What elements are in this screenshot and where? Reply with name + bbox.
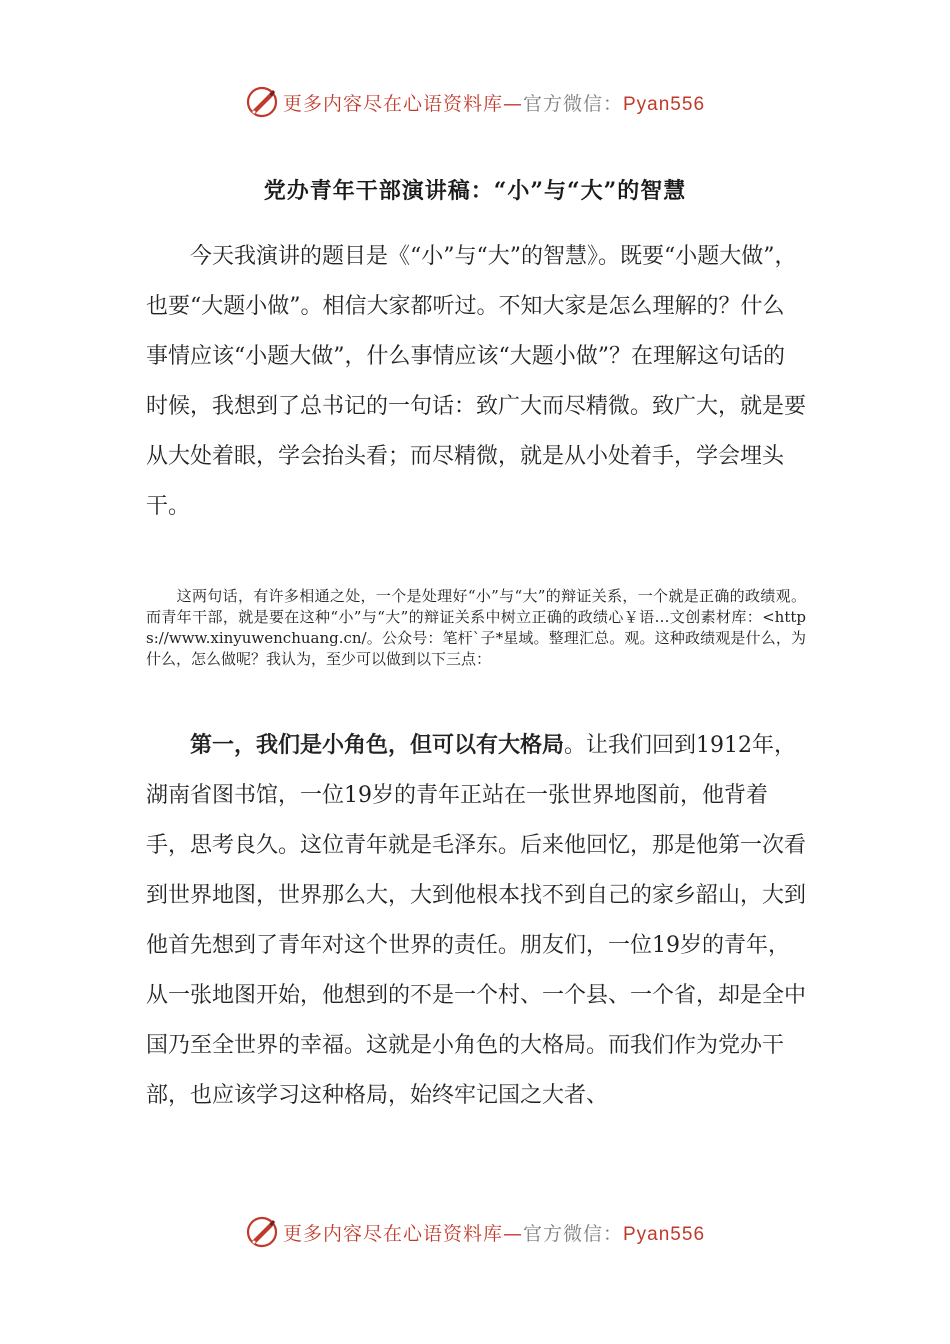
banner-text (283, 1219, 705, 1246)
small-paragraph-text: 这两句话，有许多相通之处，一个是处理好“小”与“大”的辩证关系，一个就是正确的政绩观。而青年干部，就是要在这种“小”与“大”的辩证关系中树立正确的政绩心￥语…文创素材库：<https://www.xinyuwenchuang.cn/。公众号：笔杆`子*星域。整理汇总。观。这种政绩观是什么，为什么，怎么做呢？我认为，至少可以做到以下三点： (146, 587, 806, 668)
banner-main-text: 更多内容尽在心语资料库 (282, 92, 503, 115)
document-title: 党办青年干部演讲稿：“小”与“大”的智慧 (263, 178, 687, 204)
banner-dash: — (502, 92, 523, 115)
point1-paragraph (146, 720, 806, 1121)
point1-heading: 第一，我们是小角色，但可以有大格局 (190, 732, 565, 758)
footer-banner (0, 1212, 950, 1252)
banner-wechat-label: 官方微信： (522, 1222, 623, 1245)
banner-main-text: 更多内容尽在心语资料库 (282, 1222, 503, 1245)
pen-logo-icon (245, 85, 279, 119)
banner-wechat-label: 官方微信： (522, 92, 623, 115)
header-banner (0, 82, 950, 122)
banner-text (283, 89, 705, 116)
small-paragraph (146, 586, 806, 670)
banner-wechat-id: Pyan556 (623, 1223, 706, 1245)
banner-wechat-id: Pyan556 (623, 93, 706, 115)
banner-dash: — (502, 1222, 523, 1245)
point1-body: 。让我们回到1912年，湖南省图书馆，一位19岁的青年正站在一张世界地图前，他背着手，思考良久。这位青年就是毛泽东。后来他回忆，那是他第一次看到世界地图，世界那么大，大到他根本找不到自己的家乡韶山，大到他首先想到了青年对这个世界的责任。朋友们，一位19岁的青年，从一张地图开始，他想到的不是一个村、一个县、一个省，却是全中国乃至全世界的幸福。这就是小角色的大格局。而我们作为党办干部，也应该学习这种格局，始终牢记国之大者、 (146, 733, 807, 1108)
intro-paragraph (146, 232, 806, 532)
intro-text: 今天我演讲的题目是《“小”与“大”的智慧》。既要“小题大做”，也要“大题小做”。相信大家都听过。不知大家是怎么理解的？什么事情应该“小题大做”，什么事情应该“大题小做”？在理解这句话的时候，我想到了总书记的一句话：致广大而尽精微。致广大，就是要从大处着眼，学会抬头看；而尽精微，就是从小处着手，学会埋头干。 (146, 244, 807, 519)
pen-logo-icon (245, 1215, 279, 1249)
